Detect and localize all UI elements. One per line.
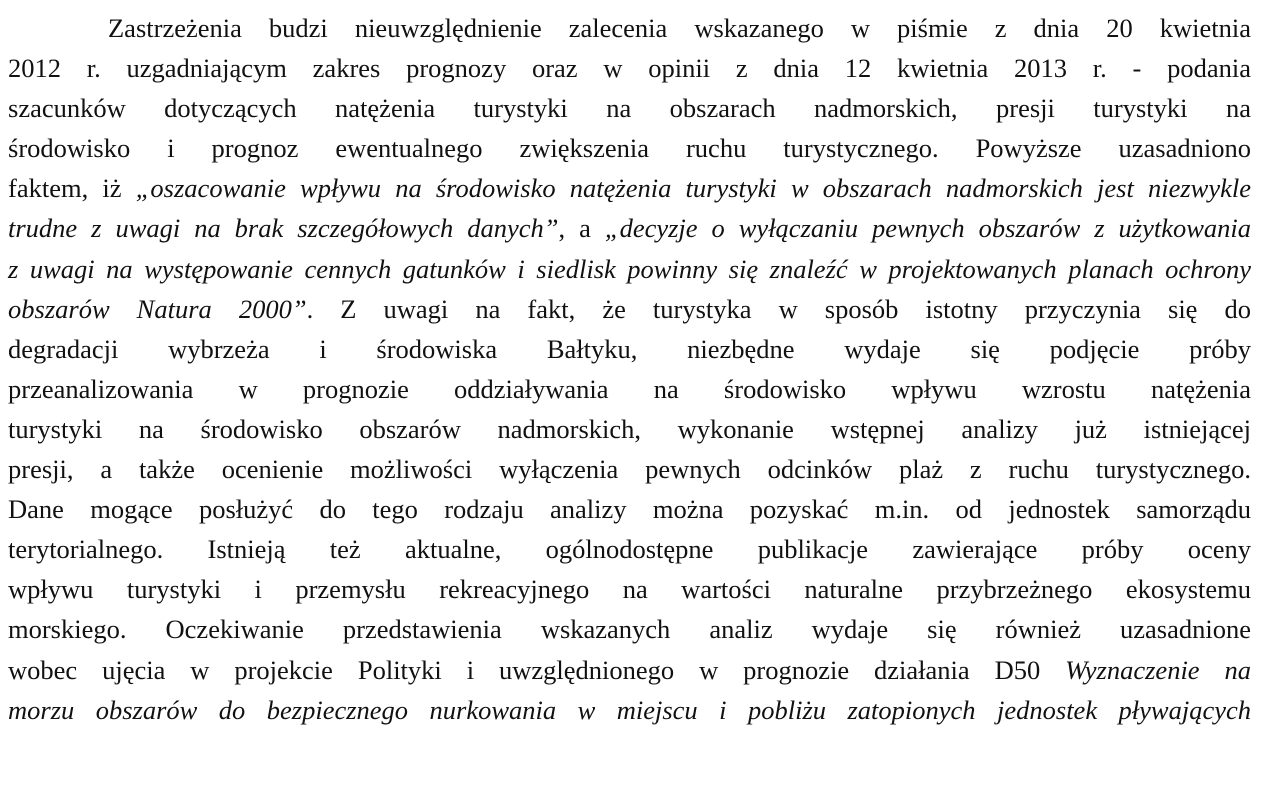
text-segment: szacunków dotyczących natężenia turystyki na obszarach nadmorskich, presji turystyki na <box>8 93 1251 124</box>
italic-quote-segment: trudne z uwagi na brak szczegółowych danych” <box>8 213 559 244</box>
text-segment: Zastrzeżenia budzi nieuwzględnienie zalecenia wskazanego w piśmie z dnia 20 kwietnia <box>108 13 1251 43</box>
text-segment: presji, a także ocenienie możliwości wyłączenia pewnych odcinków plaż z ruchu turystycznego. <box>8 454 1251 485</box>
text-segment: turystyki na środowisko obszarów nadmorskich, wykonanie wstępnej analizy już istniejącej <box>8 413 1251 444</box>
italic-quote-segment: „oszacowanie wpływu na środowisko natężenia turystyki w obszarach nadmorskich jest niezwykle <box>135 173 1251 204</box>
text-line <box>8 208 1251 248</box>
text-segment: wpływu turystyki i przemysłu rekreacyjnego na wartości naturalne przybrzeżnego ekosystemu <box>8 574 1251 605</box>
text-line <box>8 609 1251 649</box>
text-line <box>8 449 1251 489</box>
text-segment: morskiego. Oczekiwanie przedstawienia wskazanych analiz wydaje się również uzasadnione <box>8 614 1251 645</box>
text-segment: przeanalizowania w prognozie oddziaływania na środowisko wpływu wzrostu natężenia <box>8 373 1251 404</box>
text-segment: . Z uwagi na fakt, że turystyka w sposób istotny przyczynia się do <box>306 293 1252 324</box>
text-line <box>8 249 1251 289</box>
text-line <box>8 88 1251 128</box>
text-segment: degradacji wybrzeża i środowiska Bałtyku, niezbędne wydaje się podjęcie próby <box>8 333 1251 364</box>
italic-quote-segment: Wyznaczenie na <box>1065 654 1251 685</box>
text-line <box>8 289 1251 329</box>
text-segment: środowisko i prognoz ewentualnego zwiększenia ruchu turystycznego. Powyższe uzasadniono <box>8 133 1251 164</box>
text-segment: faktem, iż <box>8 173 136 204</box>
text-line <box>8 128 1251 168</box>
text-line <box>8 8 1251 48</box>
text-line <box>8 168 1251 208</box>
text-line <box>8 329 1251 369</box>
text-segment: 2012 r. uzgadniającym zakres prognozy oraz w opinii z dnia 12 kwietnia 2013 r. - podania <box>8 53 1251 84</box>
text-segment: Dane mogące posłużyć do tego rodzaju analizy można pozyskać m.in. od jednostek samorządu <box>8 494 1251 525</box>
text-line <box>8 369 1251 409</box>
document-page <box>8 8 1251 730</box>
text-segment: terytorialnego. Istnieją też aktualne, ogólnodostępne publikacje zawierające próby oceny <box>8 534 1251 565</box>
text-line <box>8 569 1251 609</box>
italic-quote-segment: obszarów Natura 2000” <box>8 293 307 324</box>
text-line <box>8 48 1251 88</box>
italic-quote-segment: „decyzje o wyłączaniu pewnych obszarów z użytkowania <box>604 213 1252 244</box>
text-line <box>8 409 1251 449</box>
text-line <box>8 690 1251 730</box>
text-line <box>8 529 1251 569</box>
italic-quote-segment: morzu obszarów do bezpiecznego nurkowania w miejscu i pobliżu zatopionych jednostek pływających <box>8 694 1251 725</box>
text-line <box>8 650 1251 690</box>
italic-quote-segment: z uwagi na występowanie cennych gatunków i siedlisk powinny się znaleźć w projektowanych planach ochrony <box>8 253 1251 284</box>
text-segment: wobec ujęcia w projekcie Polityki i uwzględnionego w prognozie działania D50 <box>8 654 1066 685</box>
text-line <box>8 489 1251 529</box>
text-segment: , a <box>558 213 605 244</box>
document-paragraph <box>8 8 1251 730</box>
